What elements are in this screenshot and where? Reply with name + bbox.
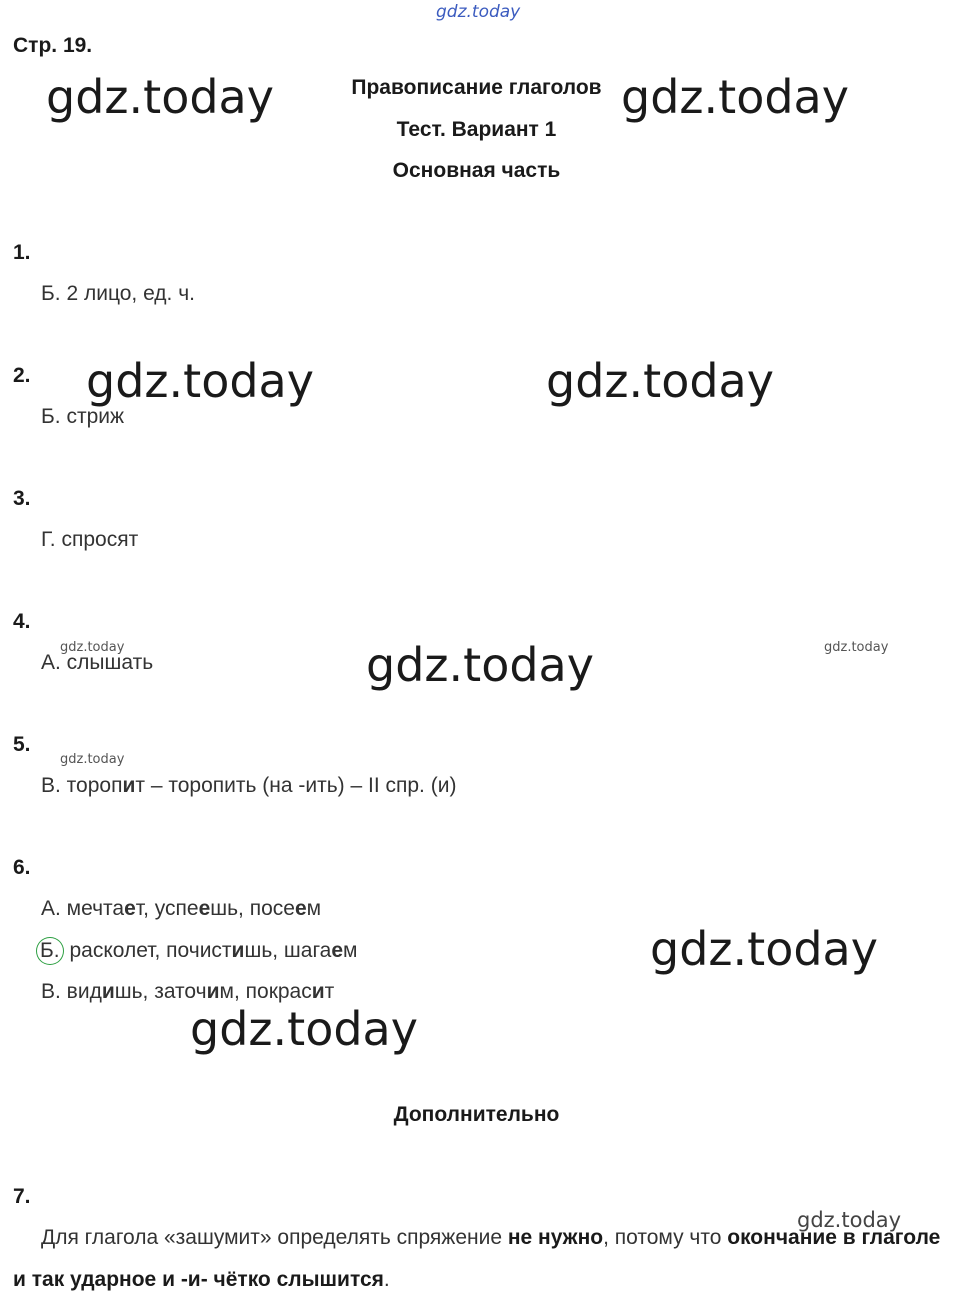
paragraph-text: Для глагола «зашумит» определять спряжение [41,1226,508,1249]
answer [41,774,456,798]
option-b: Б. расколет, почистишь, шагаем [41,937,357,965]
answer: Г. спросят [41,528,139,551]
section-main-heading: Основная часть [392,159,561,182]
answer-text: В. тороп [41,774,123,797]
question-number: 3. [13,487,31,510]
paragraph-bold: окончание в глаголе и так ударное и -и- чётко слышится [13,1226,941,1291]
page-title: Правописание глаголов [351,76,602,99]
option-v: В. видишь, заточим, покрасит [41,980,335,1003]
watermark-small-4: gdz.today [797,1208,902,1232]
paragraph-text: . [383,1268,390,1291]
watermark-top: gdz.today [436,2,521,22]
watermark-4: gdz.today [546,354,774,408]
question-number: 1. [13,241,31,264]
answer: А. слышать [41,651,154,674]
watermark-7: gdz.today [190,1002,418,1056]
answer: Б. стриж [41,405,125,428]
question-number: 7. [13,1185,31,1208]
watermark-small-2: gdz.today [824,640,889,655]
answer-highlight: и [122,774,136,797]
answer-paragraph [13,1217,943,1301]
paragraph-text: , потому что [603,1226,728,1249]
watermark-3: gdz.today [86,354,314,408]
question-number: 2. [13,364,31,387]
question-number: 5. [13,733,31,756]
option-a: А. мечтает, успеешь, посеем [41,897,322,920]
question-number: 4. [13,610,31,633]
watermark-1: gdz.today [46,70,274,124]
page-subtitle: Тест. Вариант 1 [396,118,557,141]
selected-answer-circle: Б. [36,937,64,965]
question-number: 6. [13,856,31,879]
watermark-5: gdz.today [366,638,594,692]
option-letter: А. [41,897,61,920]
option-letter: В. [41,980,61,1003]
answer: Б. 2 лицо, ед. ч. [41,282,196,305]
page-label: Стр. 19. [13,34,93,57]
section-extra-heading: Дополнительно [393,1103,560,1126]
watermark-small-3: gdz.today [60,752,125,767]
watermark-small-1: gdz.today [60,640,125,655]
answer-text: т – торопить (на -ить) – II спр. (и) [135,774,457,797]
paragraph-bold: не нужно [507,1226,604,1249]
watermark-6: gdz.today [650,922,878,976]
watermark-2: gdz.today [621,70,849,124]
